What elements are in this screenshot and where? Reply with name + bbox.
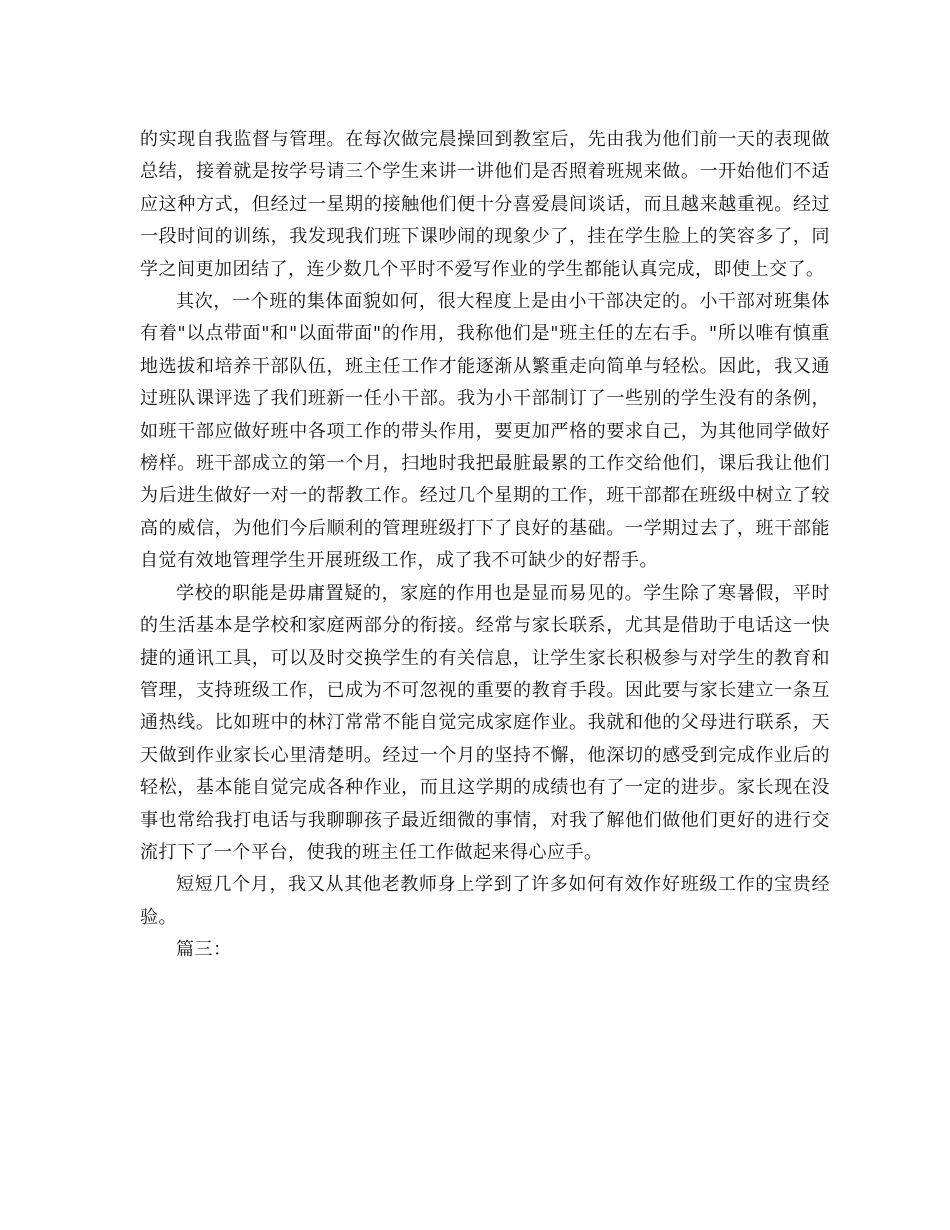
paragraph-experience: 短短几个月，我又从其他老教师身上学到了许多如何有效作好班级工作的宝贵经验。 xyxy=(140,874,830,928)
paragraph-class-cadres: 其次，一个班的集体面貌如何，很大程度上是由小干部决定的。小干部对班集体有着"以点带面"和"以面带面"的作用，我称他们是"班主任的左右手。"所以唯有慎重地选拔和培养干部队伍，班主任工作才能逐渐从繁重走向简单与轻松。因此，我又通过班队课评选了我们班新一任小干部。我为小干部制订了一些别的学生没有的条例，如班干部应做好班中各项工作的带头作用，要更加严格的要求自己，为其他同学做好榜样。班干部成立的第一个月，扫地时我把最脏最累的工作交给他们，课后我让他们为后进生做好一对一的帮教工作。经过几个星期的工作，班干部都在班级中树立了较高的威信，为他们今后顺利的管理班级打下了良好的基础。一学期过去了，班干部能自觉有效地管理学生开展班级工作，成了我不可缺少的好帮手。 xyxy=(140,291,830,572)
document-body xyxy=(140,124,830,967)
paragraph-home-school: 学校的职能是毋庸置疑的，家庭的作用也是显而易见的。学生除了寒暑假，平时的生活基本是学校和家庭两部分的衔接。经常与家长联系，尤其是借助于电话这一快捷的通讯工具，可以及时交换学生的有关信息，让学生家长积极参与对学生的教育和管理，支持班级工作，已成为不可忽视的重要的教育手段。因此要与家长建立一条互通热线。比如班中的林汀常常不能自觉完成家庭作业。我就和他的父母进行联系，天天做到作业家长心里清楚明。经过一个月的坚持不懈，他深切的感受到完成作业后的轻松，基本能自觉完成各种作业，而且这学期的成绩也有了一定的进步。家长现在没事也常给我打电话与我聊聊孩子最近细微的事情，对我了解他们做他们更好的进行交流打下了一个平台，使我的班主任工作做起来得心应手。 xyxy=(140,582,830,863)
section-heading: 篇三： xyxy=(176,939,232,961)
paragraph-continuation: 的实现自我监督与管理。在每次做完晨操回到教室后，先由我为他们前一天的表现做总结，接着就是按学号请三个学生来讲一讲他们是否照着班规来做。一开始他们不适应这种方式，但经过一星期的接触他们便十分喜爱晨间谈话，而且越来越重视。经过一段时间的训练，我发现我们班下课吵闹的现象少了，挂在学生脸上的笑容多了，同学之间更加团结了，连少数几个平时不爱写作业的学生都能认真完成，即使上交了。 xyxy=(140,129,830,280)
